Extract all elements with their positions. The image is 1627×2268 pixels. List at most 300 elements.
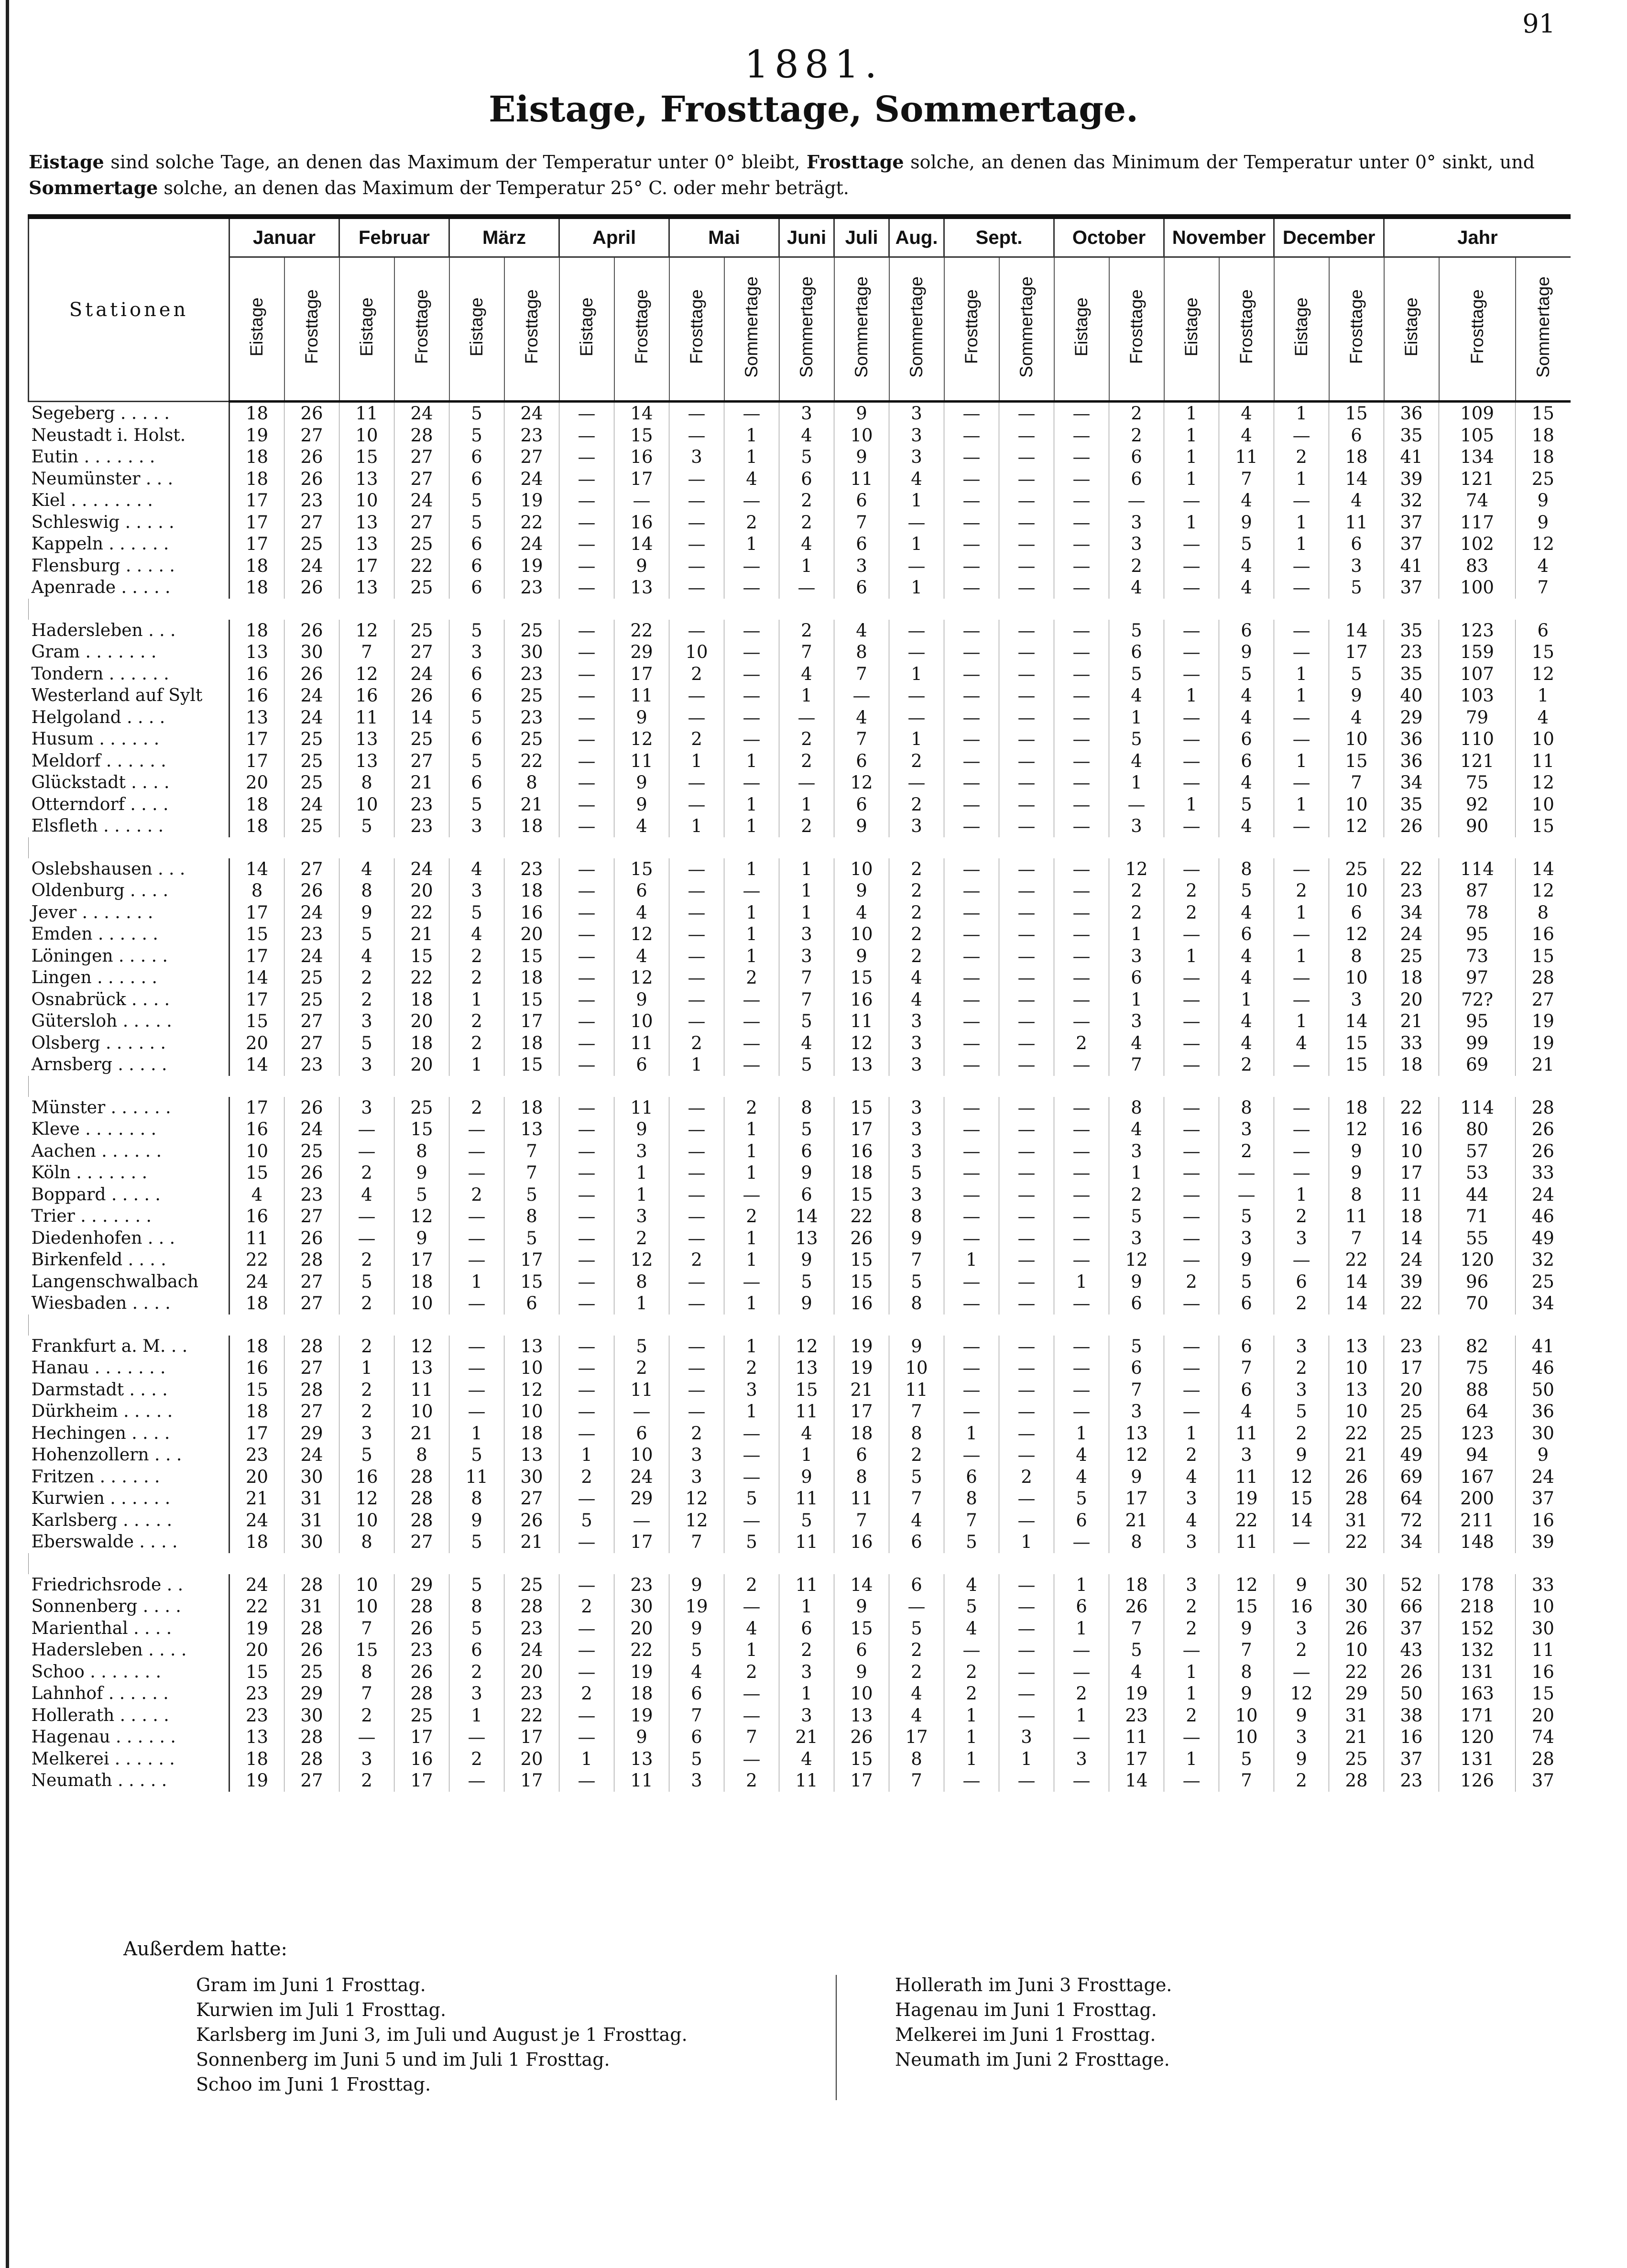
table-cell: —: [944, 1639, 999, 1661]
table-cell: 2: [339, 1336, 394, 1358]
station-name: Aachen . . . . . .: [29, 1140, 229, 1162]
table-row: [29, 685, 1571, 707]
table-cell: 88: [1439, 1379, 1516, 1401]
table-cell: —: [999, 1184, 1054, 1206]
table-cell: 2: [1219, 1140, 1274, 1162]
table-cell: 17: [614, 468, 669, 490]
table-cell: 3: [339, 1097, 394, 1119]
notes-right-column: [895, 1972, 1172, 2072]
table-cell: 9: [1274, 1574, 1329, 1596]
table-cell: 2: [779, 815, 834, 837]
table-cell: 12: [1516, 533, 1571, 555]
table-cell: 18: [1329, 446, 1384, 468]
table-cell: 2: [449, 1097, 504, 1119]
table-cell: 6: [834, 577, 889, 599]
table-cell: 4: [1109, 1118, 1164, 1140]
table-cell: 28: [394, 1466, 449, 1488]
table-cell: —: [724, 989, 779, 1011]
table-row: [29, 1205, 1571, 1227]
table-cell: —: [559, 512, 614, 534]
table-row: [29, 1140, 1571, 1162]
table-cell: 3: [1274, 1336, 1329, 1358]
table-cell: 10: [339, 1510, 394, 1532]
table-cell: 23: [504, 858, 559, 880]
table-cell: —: [724, 1054, 779, 1076]
table-row: [29, 1357, 1571, 1379]
month-header: Aug.: [889, 217, 944, 257]
station-name: Birkenfeld . . . .: [29, 1249, 229, 1271]
table-cell: 11: [779, 1488, 834, 1510]
table-cell: 18: [229, 446, 284, 468]
station-name: Helgoland . . . .: [29, 707, 229, 729]
table-row: [29, 663, 1571, 685]
table-cell: 2: [889, 794, 944, 816]
table-cell: 10: [834, 858, 889, 880]
table-cell: —: [999, 1770, 1054, 1792]
table-cell: 10: [1329, 880, 1384, 902]
table-cell: 22: [394, 555, 449, 577]
table-cell: —: [669, 1379, 724, 1401]
table-cell: 1: [1164, 1683, 1219, 1705]
table-cell: —: [1274, 989, 1329, 1011]
table-cell: 13: [1329, 1336, 1384, 1358]
table-cell: 83: [1439, 555, 1516, 577]
table-row: [29, 1705, 1571, 1727]
table-cell: 2: [339, 989, 394, 1011]
table-cell: —: [944, 1271, 999, 1293]
table-cell: 26: [1329, 1466, 1384, 1488]
subcolumn-header: [449, 257, 504, 402]
table-cell: —: [449, 1293, 504, 1315]
table-cell: —: [1054, 1184, 1109, 1206]
table-cell: —: [999, 512, 1054, 534]
table-cell: 7: [834, 1510, 889, 1532]
table-cell: 16: [1516, 1661, 1571, 1683]
station-name: Marienthal . . . .: [29, 1618, 229, 1640]
table-cell: —: [1054, 1401, 1109, 1423]
table-cell: 37: [1384, 577, 1439, 599]
table-cell: 25: [504, 685, 559, 707]
table-cell: —: [1054, 1140, 1109, 1162]
table-cell: —: [944, 402, 999, 425]
station-name: Flensburg . . . . .: [29, 555, 229, 577]
table-cell: —: [669, 1401, 724, 1423]
table-cell: 6: [1219, 1293, 1274, 1315]
station-name: Friedrichsrode . .: [29, 1574, 229, 1596]
table-cell: —: [614, 490, 669, 512]
table-cell: 19: [504, 490, 559, 512]
table-cell: 1: [1164, 468, 1219, 490]
table-cell: 9: [1516, 1444, 1571, 1466]
table-cell: 13: [779, 1227, 834, 1249]
table-cell: —: [669, 620, 724, 642]
table-cell: 8: [449, 1488, 504, 1510]
table-cell: 1: [724, 1227, 779, 1249]
table-cell: —: [339, 1140, 394, 1162]
table-cell: 19: [1219, 1488, 1274, 1510]
table-cell: —: [944, 1032, 999, 1054]
table-cell: 1: [724, 1639, 779, 1661]
table-cell: 12: [1219, 1574, 1274, 1596]
table-cell: —: [1054, 663, 1109, 685]
station-name: Oldenburg . . . .: [29, 880, 229, 902]
table-cell: 21: [504, 1531, 559, 1553]
notes-heading: Außerdem hatte:: [123, 1938, 287, 1960]
table-cell: 17: [394, 1770, 449, 1792]
table-cell: 8: [339, 880, 394, 902]
table-cell: 17: [504, 1249, 559, 1271]
table-cell: 31: [284, 1488, 339, 1510]
table-cell: 4: [779, 1032, 834, 1054]
intro-paragraph: [29, 149, 1535, 201]
table-cell: 30: [284, 1466, 339, 1488]
table-cell: 12: [614, 728, 669, 750]
table-cell: —: [944, 1227, 999, 1249]
table-cell: 8: [1109, 1097, 1164, 1119]
subcolumn-label: Eistage: [577, 297, 597, 357]
table-cell: 1: [724, 750, 779, 772]
table-cell: 18: [504, 1032, 559, 1054]
table-cell: —: [724, 1510, 779, 1532]
table-cell: 22: [1384, 1097, 1439, 1119]
table-cell: 4: [944, 1574, 999, 1596]
table-cell: —: [724, 1010, 779, 1032]
stations-header: Stationen: [29, 217, 229, 402]
table-cell: 31: [284, 1596, 339, 1618]
group-spacer: [29, 837, 1571, 858]
table-cell: 3: [889, 402, 944, 425]
table-cell: —: [449, 1140, 504, 1162]
table-cell: 18: [504, 815, 559, 837]
table-cell: —: [1164, 923, 1219, 945]
table-cell: —: [1274, 490, 1329, 512]
table-cell: 17: [229, 750, 284, 772]
term-frosttage: Frosttage: [807, 151, 904, 173]
subcolumn-header: [834, 257, 889, 402]
table-cell: —: [669, 402, 724, 425]
table-cell: —: [944, 794, 999, 816]
table-cell: —: [889, 685, 944, 707]
table-cell: 4: [1219, 967, 1274, 989]
table-cell: —: [999, 967, 1054, 989]
table-cell: 18: [504, 880, 559, 902]
table-cell: —: [1164, 1097, 1219, 1119]
table-cell: 16: [1516, 923, 1571, 945]
table-cell: 2: [779, 728, 834, 750]
table-cell: 218: [1439, 1596, 1516, 1618]
table-cell: 17: [614, 663, 669, 685]
table-cell: —: [559, 1379, 614, 1401]
table-cell: 5: [449, 794, 504, 816]
table-cell: 2: [1109, 1184, 1164, 1206]
station-name: Osnabrück . . . .: [29, 989, 229, 1011]
table-cell: 8: [1109, 1531, 1164, 1553]
table-cell: 5: [449, 425, 504, 447]
table-cell: 17: [1329, 641, 1384, 663]
table-cell: —: [724, 490, 779, 512]
table-cell: —: [1274, 555, 1329, 577]
table-cell: —: [559, 794, 614, 816]
table-cell: —: [999, 1336, 1054, 1358]
table-cell: 1: [779, 1596, 834, 1618]
table-cell: 8: [1329, 945, 1384, 967]
table-cell: 8: [614, 1271, 669, 1293]
table-cell: —: [999, 1032, 1054, 1054]
table-cell: —: [1164, 707, 1219, 729]
table-cell: 14: [1329, 1010, 1384, 1032]
table-cell: 17: [394, 1726, 449, 1748]
table-cell: 22: [1329, 1531, 1384, 1553]
table-cell: 6: [889, 1531, 944, 1553]
table-cell: 4: [339, 945, 394, 967]
table-cell: 4: [1219, 577, 1274, 599]
table-cell: 5: [1219, 1748, 1274, 1770]
table-cell: 25: [1384, 945, 1439, 967]
station-name: Münster . . . . . .: [29, 1097, 229, 1119]
table-cell: —: [559, 1032, 614, 1054]
table-cell: 25: [394, 728, 449, 750]
table-cell: —: [1164, 1010, 1219, 1032]
table-cell: 2: [559, 1466, 614, 1488]
table-cell: —: [999, 902, 1054, 924]
table-cell: —: [559, 707, 614, 729]
table-cell: 2: [449, 1748, 504, 1770]
table-cell: 132: [1439, 1639, 1516, 1661]
table-cell: 25: [1329, 858, 1384, 880]
table-cell: —: [944, 728, 999, 750]
table-cell: 9: [339, 902, 394, 924]
table-cell: 23: [284, 923, 339, 945]
table-cell: 3: [779, 945, 834, 967]
table-cell: 14: [779, 1205, 834, 1227]
table-cell: 9: [834, 402, 889, 425]
table-cell: —: [1164, 772, 1219, 794]
table-row: [29, 1336, 1571, 1358]
table-cell: 6: [1219, 728, 1274, 750]
table-cell: 2: [1274, 1357, 1329, 1379]
table-cell: —: [999, 468, 1054, 490]
table-cell: 2: [1164, 880, 1219, 902]
table-cell: 96: [1439, 1271, 1516, 1293]
table-cell: 25: [504, 1574, 559, 1596]
table-cell: —: [944, 1054, 999, 1076]
table-cell: 9: [1219, 1249, 1274, 1271]
table-cell: 11: [614, 1770, 669, 1792]
table-cell: 13: [339, 750, 394, 772]
table-cell: 28: [1516, 1097, 1571, 1119]
table-cell: 18: [229, 815, 284, 837]
table-cell: 6: [669, 1726, 724, 1748]
table-cell: 35: [1384, 620, 1439, 642]
table-cell: 3: [779, 1661, 834, 1683]
table-cell: —: [944, 641, 999, 663]
table-cell: 5: [449, 1574, 504, 1596]
table-cell: 13: [339, 577, 394, 599]
table-cell: 30: [284, 1531, 339, 1553]
table-cell: —: [449, 1357, 504, 1379]
table-cell: 6: [449, 663, 504, 685]
table-cell: 6: [1219, 750, 1274, 772]
table-cell: —: [559, 1488, 614, 1510]
subcolumn-label: Sommertage: [1016, 276, 1037, 378]
table-row: [29, 1271, 1571, 1293]
table-cell: 27: [394, 446, 449, 468]
table-cell: 1: [449, 1423, 504, 1445]
subcolumn-header-row: [29, 257, 1571, 402]
table-cell: 4: [834, 902, 889, 924]
table-cell: —: [559, 555, 614, 577]
table-cell: 3: [889, 1184, 944, 1206]
table-cell: 114: [1439, 1097, 1516, 1119]
table-cell: 13: [504, 1444, 559, 1466]
table-cell: 6: [449, 533, 504, 555]
table-cell: 2: [669, 1032, 724, 1054]
table-cell: —: [1054, 707, 1109, 729]
table-cell: —: [724, 880, 779, 902]
table-cell: 4: [1109, 1661, 1164, 1683]
table-cell: 2: [1274, 1205, 1329, 1227]
table-cell: 43: [1384, 1639, 1439, 1661]
table-cell: —: [559, 1162, 614, 1184]
table-cell: 64: [1384, 1488, 1439, 1510]
table-cell: 4: [779, 533, 834, 555]
subcolumn-label: Eistage: [1071, 297, 1092, 357]
table-cell: 25: [1384, 1401, 1439, 1423]
table-cell: 6: [1219, 620, 1274, 642]
table-cell: 17: [229, 1097, 284, 1119]
table-cell: 5: [779, 1054, 834, 1076]
table-cell: —: [944, 1357, 999, 1379]
table-cell: —: [1054, 1249, 1109, 1271]
table-cell: —: [669, 1227, 724, 1249]
table-cell: —: [559, 1249, 614, 1271]
table-cell: 18: [229, 1748, 284, 1770]
table-cell: 13: [834, 1705, 889, 1727]
table-cell: 5: [669, 1748, 724, 1770]
table-cell: 12: [339, 1488, 394, 1510]
table-cell: 25: [1516, 1271, 1571, 1293]
table-cell: 1: [614, 1162, 669, 1184]
table-cell: 17: [229, 945, 284, 967]
table-cell: 2: [1274, 1770, 1329, 1792]
table-cell: —: [1054, 468, 1109, 490]
table-cell: 7: [504, 1162, 559, 1184]
table-cell: 26: [284, 1162, 339, 1184]
table-cell: 4: [1054, 1466, 1109, 1488]
table-cell: 2: [449, 967, 504, 989]
station-name: Jever . . . . . . .: [29, 902, 229, 924]
table-cell: 1: [779, 794, 834, 816]
table-cell: 2: [724, 1097, 779, 1119]
subcolumn-label: Eistage: [247, 297, 267, 357]
table-cell: 15: [779, 1379, 834, 1401]
table-cell: 3: [339, 1054, 394, 1076]
table-cell: —: [559, 880, 614, 902]
table-cell: 8: [889, 1205, 944, 1227]
table-cell: 1: [559, 1444, 614, 1466]
table-cell: 30: [614, 1596, 669, 1618]
table-cell: 1: [1109, 923, 1164, 945]
table-cell: 27: [394, 512, 449, 534]
table-cell: 27: [284, 1357, 339, 1379]
table-cell: 24: [394, 858, 449, 880]
table-cell: 18: [229, 1336, 284, 1358]
table-cell: 1: [1164, 446, 1219, 468]
table-cell: 2: [1109, 880, 1164, 902]
table-cell: 2: [724, 1770, 779, 1792]
table-cell: 18: [229, 1531, 284, 1553]
table-cell: —: [449, 1336, 504, 1358]
table-cell: 13: [1329, 1379, 1384, 1401]
table-cell: 11: [449, 1466, 504, 1488]
table-cell: 9: [669, 1618, 724, 1640]
table-cell: 46: [1516, 1205, 1571, 1227]
table-cell: 13: [614, 1748, 669, 1770]
table-cell: —: [944, 750, 999, 772]
table-cell: 11: [834, 1488, 889, 1510]
station-name: Dürkheim . . . . .: [29, 1401, 229, 1423]
station-name: Oslebshausen . . .: [29, 858, 229, 880]
table-cell: 13: [339, 468, 394, 490]
table-cell: 19: [614, 1705, 669, 1727]
table-cell: 28: [394, 1488, 449, 1510]
table-cell: 32: [1384, 490, 1439, 512]
table-cell: 2: [724, 512, 779, 534]
table-cell: —: [669, 533, 724, 555]
table-cell: 1: [449, 1705, 504, 1727]
table-cell: —: [559, 1227, 614, 1249]
table-cell: 26: [834, 1227, 889, 1249]
table-cell: 1: [779, 902, 834, 924]
table-cell: 24: [284, 1444, 339, 1466]
table-cell: —: [944, 620, 999, 642]
table-cell: 6: [449, 468, 504, 490]
table-cell: 4: [229, 1184, 284, 1206]
table-cell: 14: [1329, 1293, 1384, 1315]
table-cell: —: [944, 1140, 999, 1162]
table-cell: —: [1164, 1401, 1219, 1423]
table-cell: 5: [779, 1510, 834, 1532]
table-cell: —: [999, 1618, 1054, 1640]
table-cell: 15: [834, 1618, 889, 1640]
table-cell: 3: [1329, 989, 1384, 1011]
table-cell: —: [889, 1596, 944, 1618]
table-cell: 20: [1384, 1379, 1439, 1401]
table-cell: 123: [1439, 620, 1516, 642]
table-cell: 2: [1109, 402, 1164, 425]
table-cell: —: [1164, 1032, 1219, 1054]
table-cell: 171: [1439, 1705, 1516, 1727]
table-cell: 11: [339, 707, 394, 729]
table-cell: —: [999, 989, 1054, 1011]
table-cell: 13: [504, 1118, 559, 1140]
table-cell: 28: [394, 425, 449, 447]
note-line: Kurwien im Juli 1 Frosttag.: [196, 1999, 447, 2020]
table-cell: —: [449, 1726, 504, 1748]
table-cell: —: [559, 923, 614, 945]
table-cell: 19: [229, 425, 284, 447]
table-cell: 9: [614, 794, 669, 816]
table-cell: 1: [724, 1336, 779, 1358]
table-cell: —: [1164, 989, 1219, 1011]
table-cell: 20: [394, 1010, 449, 1032]
table-cell: 16: [1274, 1596, 1329, 1618]
table-cell: 5: [1109, 1639, 1164, 1661]
table-cell: 12: [1109, 858, 1164, 880]
station-name: Löningen . . . . .: [29, 945, 229, 967]
table-cell: 15: [229, 1010, 284, 1032]
table-cell: 2: [339, 1293, 394, 1315]
